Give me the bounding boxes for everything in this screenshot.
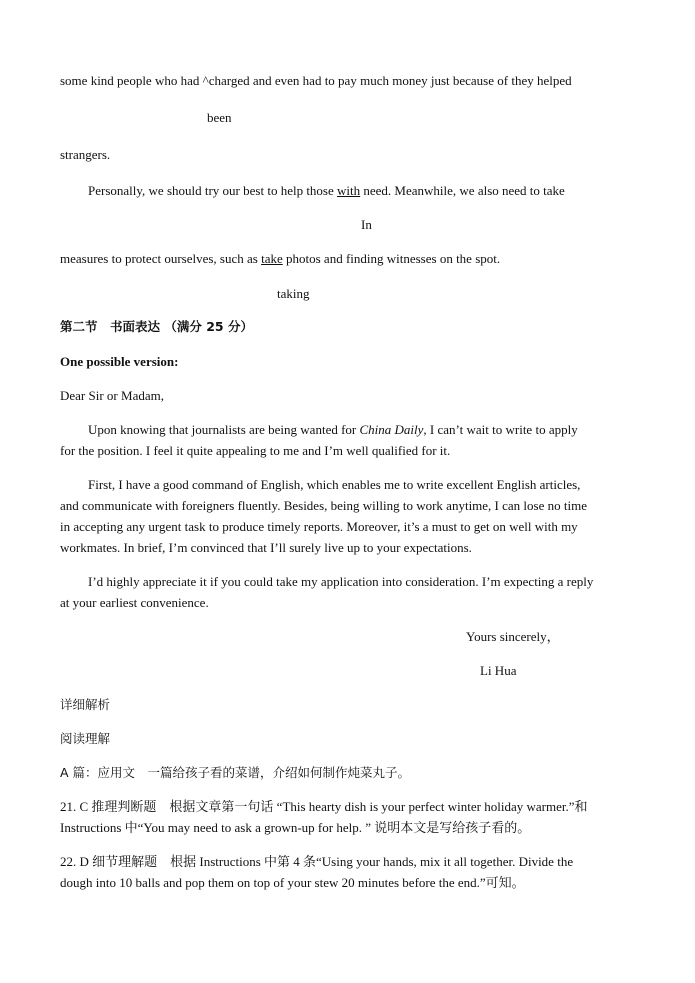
correction-error-with: with <box>337 183 361 198</box>
letter-p1-pre: Upon knowing that journalists are being wanted for <box>88 422 360 437</box>
correction-line-4-post: photos and finding witnesses on the spot. <box>282 251 501 266</box>
correction-insert-been: been <box>207 110 232 125</box>
analysis-q21-line-1: 21. C 推理判断题 根据文章第一句话 “This hearty dish is your perfect winter holiday warmer.”和 <box>60 799 588 814</box>
analysis-passage-a: A 篇：应用文 一篇给孩子看的菜谱，介绍如何制作炖菜丸子。 <box>60 765 411 780</box>
letter-closing: Yours sincerely， <box>466 629 560 644</box>
section-title: 第二节 书面表达 （满分 25 分） <box>60 319 253 334</box>
letter-p1-post: , I can’t wait to write to apply <box>423 422 578 437</box>
correction-insert-taking: taking <box>277 286 310 301</box>
letter-p2-line-3: in accepting any urgent task to produce timely reports. Moreover, it’s a must to get on well with my <box>60 519 578 534</box>
analysis-q21-line-2: Instructions 中“You may need to ask a grown-up for help. ” 说明本文是写给孩子看的。 <box>60 820 531 835</box>
correction-line-2: strangers. <box>60 147 111 162</box>
letter-p2-line-1: First, I have a good command of English, which enables me to write excellent English articles, <box>88 477 581 492</box>
analysis-title: 详细解析 <box>60 697 111 712</box>
analysis-q22-line-1: 22. D 细节理解题 根据 Instructions 中第 4 条“Using your hands, mix it all together. Divide the <box>60 854 574 869</box>
correction-line-3-post: need. Meanwhile, we also need to take <box>360 183 565 198</box>
correction-error-take: take <box>261 251 283 266</box>
letter-p3-line-1: I’d highly appreciate it if you could take my application into consideration. I’m expecting a reply <box>88 574 594 589</box>
letter-p3-line-2: at your earliest convenience. <box>60 595 209 610</box>
analysis-q22-line-2: dough into 10 balls and pop them on top of your stew 20 minutes before the end.”可知。 <box>60 875 525 890</box>
letter-signature: Li Hua <box>480 663 517 678</box>
letter-p2-line-4: workmates. In brief, I’m convinced that I’ll surely live up to your expectations. <box>60 540 472 555</box>
analysis-subtitle: 阅读理解 <box>60 731 111 746</box>
version-title: One possible version: <box>60 354 179 369</box>
letter-p2-line-2: and communicate with foreigners fluently. Besides, being willing to work anytime, I can lose no time <box>60 498 587 513</box>
correction-line-4 <box>60 248 500 269</box>
letter-p1-line-1 <box>88 419 578 440</box>
correction-line-3-pre: Personally, we should try our best to help those <box>88 183 338 198</box>
letter-salutation: Dear Sir or Madam, <box>60 388 164 403</box>
correction-line-4-pre: measures to protect ourselves, such as <box>60 251 262 266</box>
correction-line-3 <box>88 180 565 201</box>
letter-p1-line-2: for the position. I feel it quite appealing to me and I’m well qualified for it. <box>60 443 451 458</box>
correction-insert-in: In <box>361 217 372 232</box>
newspaper-name: China Daily <box>359 422 424 437</box>
correction-line-1: some kind people who had ^charged and even had to pay much money just because of they helped <box>60 73 572 88</box>
